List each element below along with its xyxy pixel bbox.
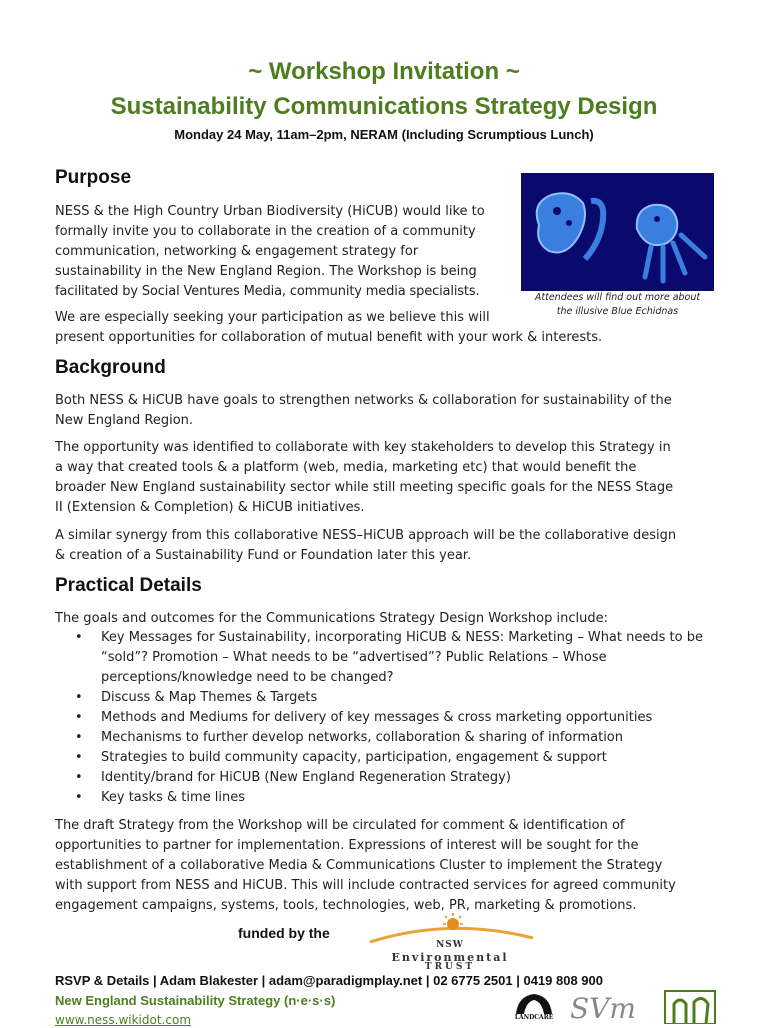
text-line: The opportunity was identified to collaborate with key stakeholders to develop this Strategy in (55, 440, 671, 455)
text-line: A similar synergy from this collaborative NESS–HiCUB approach will be the collaborative design (55, 528, 677, 543)
funded-by-label: funded by the (238, 925, 330, 941)
text-line: establishment of a collaborative Media & Communications Cluster to implement the Strategy (55, 858, 663, 873)
list-item: • Identity/brand for HiCUB (New England Regeneration Strategy) (55, 768, 725, 788)
practical-details-heading: Practical Details (55, 575, 202, 596)
text-line: a way that created tools & a platform (web, media, marketing etc) that would benefit the (55, 460, 637, 475)
echidna-illustration (521, 173, 714, 291)
text-line: II (Extension & Completion) & HiCUB initiatives. (55, 500, 365, 515)
text-line: opportunities to partner for implementation. Expressions of interest will be sought for the (55, 838, 639, 853)
text-line: NESS & the High Country Urban Biodiversity (HiCUB) would like to (55, 204, 485, 219)
list-item: • Key Messages for Sustainability, incorporating HiCUB & NESS: Marketing – What needs to be “sold”? Promotion – What needs to be “advertised”? Public Relations – Whose perceptions/knowledge need to be changed? (55, 628, 725, 688)
landcare-logo (512, 990, 556, 1024)
ness-website-link[interactable]: www.ness.wikidot.com (55, 1013, 192, 1027)
caption-line: Attendees will find out more about (534, 292, 701, 303)
landcare-label: LANDCARE (514, 1014, 554, 1021)
text-line: We are especially seeking your participation as we believe this will (55, 310, 490, 325)
caption-line: the illusive Blue Echidnas (556, 306, 679, 317)
text-line: New England Region. (55, 413, 194, 428)
background-paragraph-3 (55, 526, 735, 566)
text-line: sustainability in the New England Region. The Workshop is being (55, 264, 477, 279)
text-line: communication, networking & engagement strategy for (55, 244, 419, 259)
ness-strategy-name: New England Sustainability Strategy (n·e·s·s) (55, 993, 336, 1008)
text-line: & creation of a Sustainability Fund or Foundation later this year. (55, 548, 472, 563)
purpose-heading: Purpose (55, 167, 132, 188)
blue-echidna-photo (521, 173, 714, 291)
closing-paragraph (55, 816, 745, 916)
text-line: formally invite you to collaborate in the creation of a community (55, 224, 476, 239)
landcare-hands-icon (512, 990, 556, 1016)
text-line: broader New England sustainability sector while still meeting specific goals for the NESS Stage (55, 480, 674, 495)
nsw-logo-line: NSW (436, 940, 464, 950)
list-item: • Key tasks & time lines (55, 788, 725, 808)
text-line: facilitated by Social Ventures Media, community media specialists. (55, 284, 480, 299)
event-details: Monday 24 May, 11am–2pm, NERAM (Including Scrumptious Lunch) (174, 127, 594, 142)
list-item: • Strategies to build community capacity, participation, engagement & support (55, 748, 725, 768)
hicub-logo (664, 990, 716, 1024)
nsw-logo-line: TRUST (424, 962, 476, 972)
background-paragraph-1 (55, 391, 735, 431)
text-line: with support from NESS and HiCUB. This will include contracted services for agreed community (55, 878, 676, 893)
list-item: • Discuss & Map Themes & Targets (55, 688, 725, 708)
list-item: • Mechanisms to further develop networks, collaboration & sharing of information (55, 728, 725, 748)
text-line: present opportunities for collaboration of mutual benefit with your work & interests. (55, 330, 603, 345)
practical-intro: The goals and outcomes for the Communications Strategy Design Workshop include: (55, 611, 608, 626)
background-heading: Background (55, 357, 166, 378)
title-workshop-invitation: ~ Workshop Invitation ~ (248, 58, 520, 85)
title-strategy-design: Sustainability Communications Strategy Design (110, 93, 658, 120)
nsw-logo-line: Environmental (391, 951, 509, 964)
rsvp-contact: RSVP & Details | Adam Blakester | adam@paradigmplay.net | 02 6775 2501 | 0419 808 900 (55, 973, 603, 988)
purpose-paragraph-2 (55, 308, 735, 348)
svm-logo: SVm (570, 992, 636, 1025)
text-line: Both NESS & HiCUB have goals to strengthen networks & collaboration for sustainability of the (55, 393, 672, 408)
background-paragraph-2 (55, 438, 735, 518)
list-item: • Methods and Mediums for delivery of key messages & cross marketing opportunities (55, 708, 725, 728)
text-line: engagement campaigns, systems, tools, technologies, web, PR, marketing & promotions. (55, 898, 637, 913)
purpose-paragraph (55, 202, 520, 302)
hicub-emblem-icon (664, 990, 716, 1024)
text-line: The draft Strategy from the Workshop will be circulated for comment & identification of (55, 818, 625, 833)
workshop-goals-list (55, 628, 725, 808)
nsw-environmental-trust-logo (365, 912, 535, 972)
